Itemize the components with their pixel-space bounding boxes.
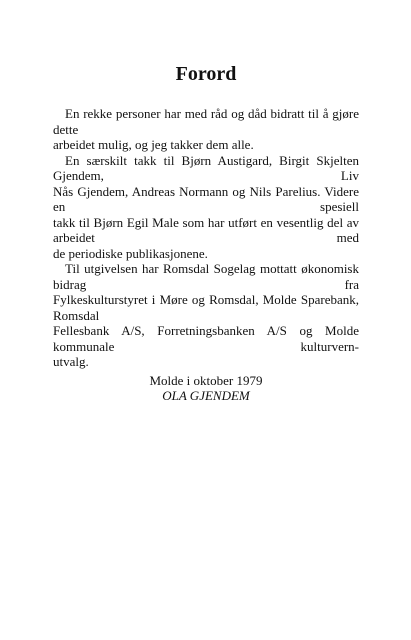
paragraph-line: Til utgivelsen har Romsdal Sogelag mottatt økonomisk bidrag fra [53, 261, 359, 292]
signature-place-date: Molde i oktober 1979 [149, 372, 263, 388]
paragraph-line: utvalg. [53, 354, 89, 369]
paragraph-line: En rekke personer har med råd og dåd bidratt til å gjøre dette [53, 106, 359, 137]
paragraph-1 [53, 106, 359, 153]
signature-block [53, 373, 359, 404]
paragraph-line: Fellesbank A/S, Forretningsbanken A/S og Molde kommunale kulturvern- [53, 323, 359, 354]
foreword-page [53, 62, 359, 404]
paragraph-2 [53, 153, 359, 262]
paragraph-line: takk til Bjørn Egil Male som har utført en vesentlig del av arbeidet med [53, 214, 359, 245]
paragraph-3 [53, 261, 359, 370]
paragraph-line: En særskilt takk til Bjørn Austigard, Birgit Skjelten Gjendem, Liv [53, 152, 359, 183]
page-title: Forord [175, 63, 237, 85]
paragraph-line: arbeidet mulig, og jeg takker dem alle. [53, 137, 254, 152]
paragraph-line: Fylkeskulturstyret i Møre og Romsdal, Molde Sparebank, Romsdal [53, 292, 359, 323]
paragraph-line: de periodiske publikasjonene. [53, 245, 208, 261]
foreword-body [53, 106, 359, 370]
signature-author: OLA GJENDEM [162, 388, 250, 403]
paragraph-line: Nås Gjendem, Andreas Normann og Nils Parelius. Videre en spesiell [53, 183, 359, 214]
